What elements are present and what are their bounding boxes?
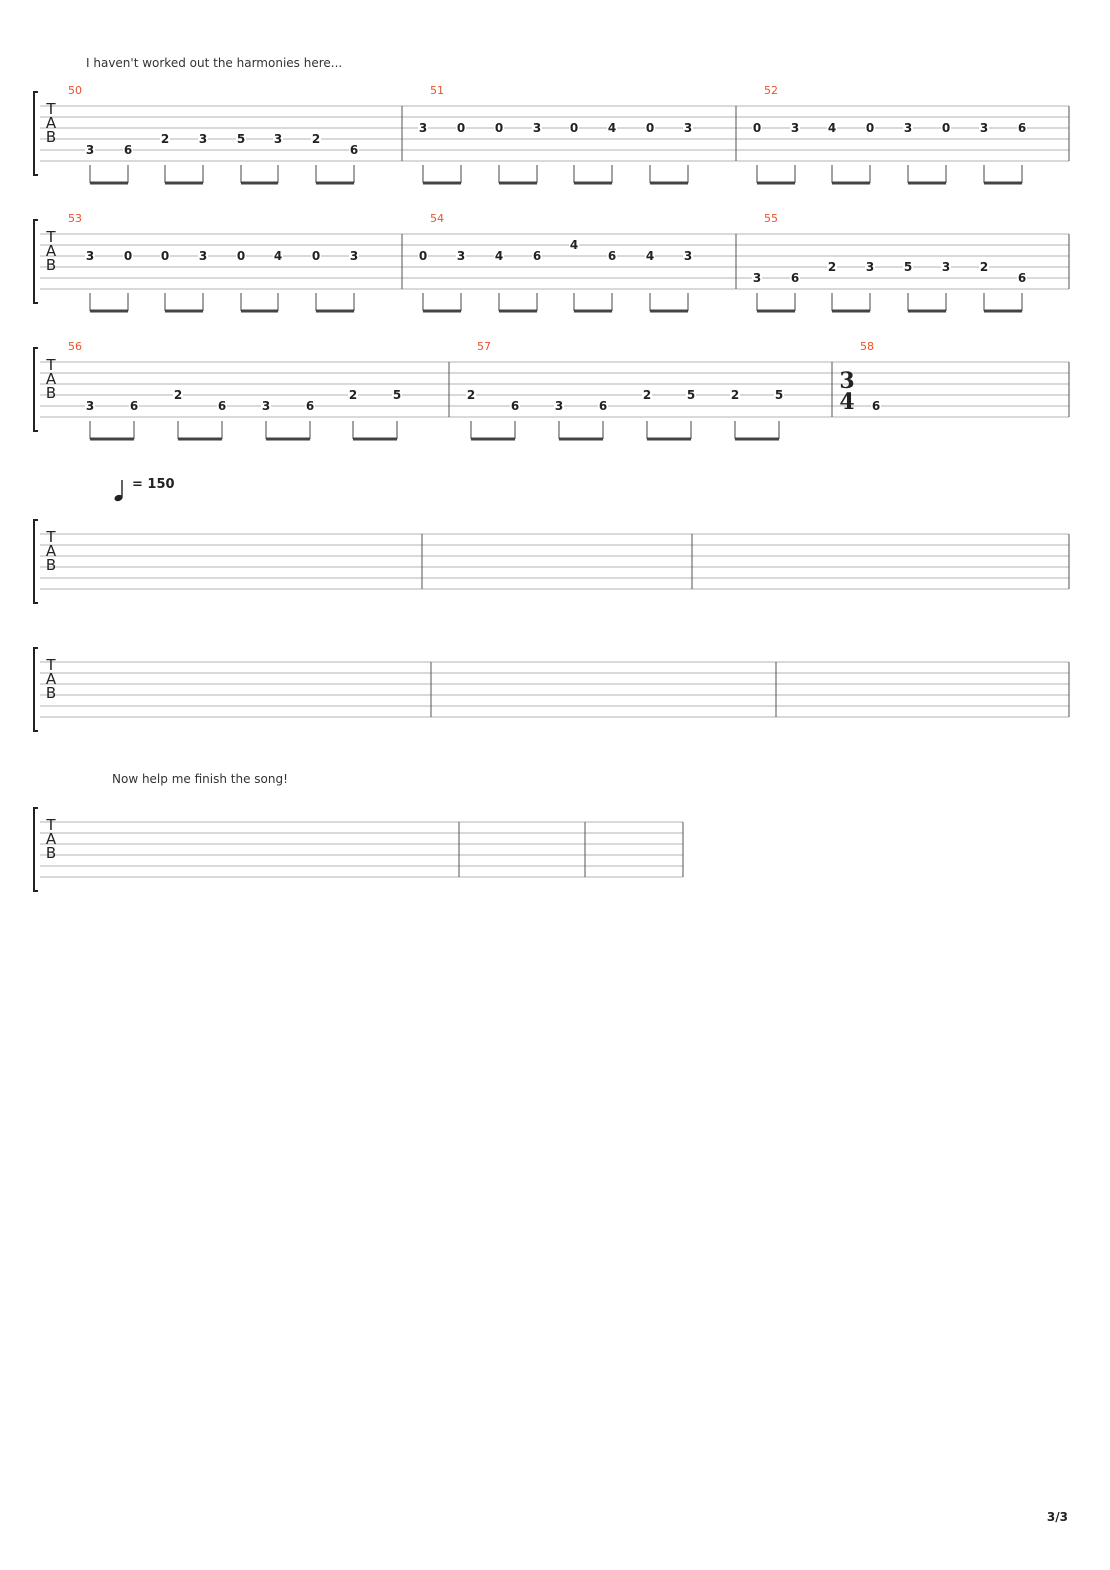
staff-system-4 — [34, 520, 1069, 603]
fret-number: 5 — [392, 388, 402, 402]
fret-number: 6 — [1017, 271, 1027, 285]
tab-clef-letter: T — [46, 228, 56, 246]
measure-number: 52 — [764, 84, 778, 97]
tab-clef-letter: B — [45, 556, 57, 574]
fret-number: 6 — [598, 399, 608, 413]
fret-number: 6 — [532, 249, 542, 263]
time-signature-top: 3 — [839, 368, 855, 394]
fret-number: 6 — [349, 143, 359, 157]
tab-clef-letter: B — [45, 256, 57, 274]
fret-number: 0 — [941, 121, 951, 135]
tab-clef-letter: A — [45, 242, 57, 260]
fret-number: 5 — [236, 132, 246, 146]
fret-number: 6 — [123, 143, 133, 157]
fret-number: 6 — [510, 399, 520, 413]
measure-number: 58 — [860, 340, 874, 353]
tab-clef-letter: B — [45, 384, 57, 402]
staff-system-5 — [34, 648, 1069, 731]
fret-number: 3 — [752, 271, 762, 285]
fret-number: 3 — [979, 121, 989, 135]
system-bracket — [34, 520, 38, 603]
tab-clef-letter: T — [46, 100, 56, 118]
system-bracket — [34, 92, 38, 175]
fret-number: 3 — [456, 249, 466, 263]
tab-clef-letter: B — [45, 128, 57, 146]
finish-song-annotation: Now help me finish the song! — [112, 772, 288, 786]
fret-number: 2 — [827, 260, 837, 274]
fret-number: 3 — [683, 121, 693, 135]
tab-clef-letter: A — [45, 370, 57, 388]
fret-number: 5 — [686, 388, 696, 402]
tab-clef-letter: B — [45, 844, 57, 862]
measure-number: 55 — [764, 212, 778, 225]
fret-number: 0 — [752, 121, 762, 135]
measure-number: 51 — [430, 84, 444, 97]
tab-clef-letter: B — [45, 684, 57, 702]
tab-clef-letter: A — [45, 670, 57, 688]
quarter-note-icon — [112, 474, 132, 504]
measure-number: 54 — [430, 212, 444, 225]
tab-clef-letter: A — [45, 830, 57, 848]
tempo-value: = 150 — [132, 477, 175, 492]
fret-number: 3 — [683, 249, 693, 263]
staff-system-1 — [34, 92, 1069, 175]
fret-number: 6 — [1017, 121, 1027, 135]
measure-number: 57 — [477, 340, 491, 353]
tempo-marking — [112, 474, 192, 504]
fret-number: 2 — [160, 132, 170, 146]
staff-system-6 — [34, 808, 683, 891]
system-bracket — [34, 220, 38, 303]
fret-number: 3 — [261, 399, 271, 413]
fret-number: 2 — [348, 388, 358, 402]
fret-number: 2 — [311, 132, 321, 146]
staff-system-2 — [34, 220, 1069, 303]
fret-number: 3 — [85, 143, 95, 157]
fret-number: 0 — [311, 249, 321, 263]
fret-number: 3 — [85, 249, 95, 263]
fret-number: 4 — [827, 121, 837, 135]
fret-number: 6 — [217, 399, 227, 413]
fret-number: 2 — [642, 388, 652, 402]
system-bracket — [34, 348, 38, 431]
tab-clef-letter: A — [45, 114, 57, 132]
fret-number: 4 — [607, 121, 617, 135]
fret-number: 3 — [273, 132, 283, 146]
tab-clef-letter: A — [45, 542, 57, 560]
measure-number: 56 — [68, 340, 82, 353]
fret-number: 3 — [554, 399, 564, 413]
system-bracket — [34, 808, 38, 891]
fret-number: 2 — [466, 388, 476, 402]
fret-number: 6 — [871, 399, 881, 413]
fret-number: 0 — [160, 249, 170, 263]
tab-clef-letter: T — [46, 528, 56, 546]
fret-number: 2 — [979, 260, 989, 274]
fret-number: 3 — [198, 249, 208, 263]
tab-clef-letter: T — [46, 816, 56, 834]
fret-number: 3 — [85, 399, 95, 413]
fret-number: 6 — [305, 399, 315, 413]
fret-number: 3 — [532, 121, 542, 135]
fret-number: 0 — [236, 249, 246, 263]
page-number: 3/3 — [1046, 1510, 1068, 1524]
fret-number: 4 — [569, 238, 579, 252]
fret-number: 6 — [790, 271, 800, 285]
fret-number: 0 — [865, 121, 875, 135]
fret-number: 6 — [129, 399, 139, 413]
fret-number: 0 — [569, 121, 579, 135]
fret-number: 0 — [645, 121, 655, 135]
fret-number: 3 — [941, 260, 951, 274]
fret-number: 0 — [123, 249, 133, 263]
measure-number: 50 — [68, 84, 82, 97]
fret-number: 2 — [730, 388, 740, 402]
fret-number: 0 — [418, 249, 428, 263]
fret-number: 3 — [349, 249, 359, 263]
fret-number: 3 — [198, 132, 208, 146]
harmonies-annotation: I haven't worked out the harmonies here... — [86, 56, 343, 70]
fret-number: 5 — [903, 260, 913, 274]
fret-number: 4 — [273, 249, 283, 263]
fret-number: 3 — [903, 121, 913, 135]
fret-number: 3 — [865, 260, 875, 274]
fret-number: 2 — [173, 388, 183, 402]
measure-number: 53 — [68, 212, 82, 225]
time-signature-bottom: 4 — [839, 389, 855, 415]
tab-clef-letter: T — [46, 356, 56, 374]
tab-clef-letter: T — [46, 656, 56, 674]
fret-number: 3 — [790, 121, 800, 135]
fret-number: 6 — [607, 249, 617, 263]
system-bracket — [34, 648, 38, 731]
fret-number: 0 — [456, 121, 466, 135]
fret-number: 0 — [494, 121, 504, 135]
fret-number: 5 — [774, 388, 784, 402]
fret-number: 3 — [418, 121, 428, 135]
fret-number: 4 — [494, 249, 504, 263]
staff-system-3 — [34, 348, 1069, 431]
fret-number: 4 — [645, 249, 655, 263]
